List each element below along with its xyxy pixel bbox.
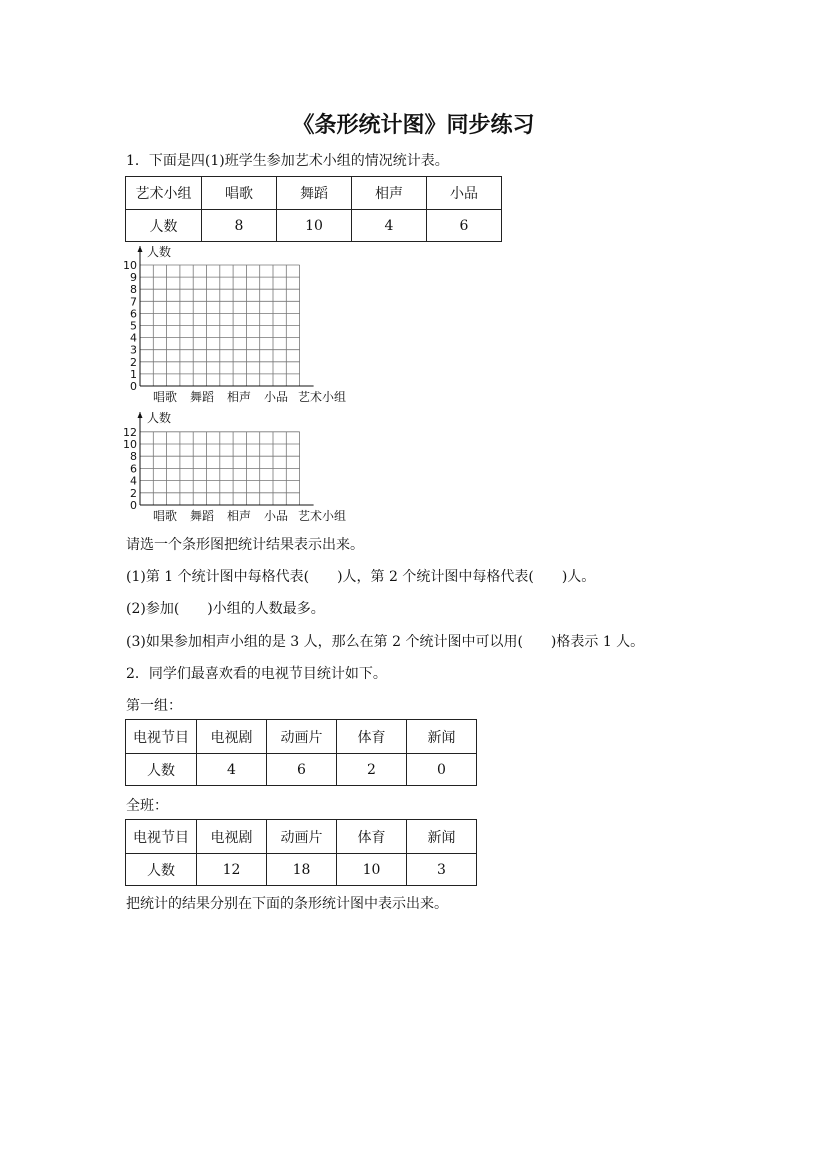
x-axis-label: 艺术小组 <box>298 509 347 523</box>
y-tick-label: 12 <box>123 425 137 439</box>
x-axis-label: 艺术小组 <box>298 390 347 404</box>
y-tick-label: 3 <box>130 343 137 357</box>
table-cell: 电视剧 <box>197 820 267 854</box>
q2-intro: 2．同学们最喜欢看的电视节目统计如下。 <box>126 666 387 682</box>
x-category-label: 相声 <box>226 390 252 404</box>
group-label: 第一组： <box>126 698 182 714</box>
y-tick-label: 0 <box>130 499 137 512</box>
y-tick-label: 9 <box>130 271 137 285</box>
x-category-label: 小品 <box>263 390 289 404</box>
table-cell: 新闻 <box>407 820 477 854</box>
table-cell: 动画片 <box>267 720 337 754</box>
table-cell: 4 <box>352 210 427 242</box>
table-cell: 动画片 <box>267 820 337 854</box>
table-cell: 10 <box>337 854 407 886</box>
table-header-row <box>126 820 477 854</box>
y-tick-label: 5 <box>130 319 137 333</box>
y-tick-label: 1 <box>130 367 137 381</box>
page-title: 《条形统计图》同步练习 <box>292 112 535 138</box>
table-cell: 体育 <box>337 720 407 754</box>
table-cell: 8 <box>202 210 277 242</box>
x-category-label: 小品 <box>263 509 289 523</box>
table-cell: 电视节目 <box>126 820 197 854</box>
x-category-label: 舞蹈 <box>189 390 215 404</box>
table-cell: 10 <box>277 210 352 242</box>
chart-2-grid <box>110 408 370 526</box>
table-row <box>126 210 502 242</box>
table-cell: 3 <box>407 854 477 886</box>
x-category-label: 唱歌 <box>152 509 178 523</box>
q2-outro: 把统计的结果分别在下面的条形统计图中表示出来。 <box>126 896 448 912</box>
y-axis-arrow <box>138 246 143 252</box>
art-group-table <box>125 176 502 242</box>
question-1-3: (3)如果参加相声小组的是 3 人，那么在第 2 个统计图中可以用( )格表示 1 人。 <box>126 634 645 650</box>
y-axis-label: 人数 <box>147 245 172 259</box>
y-tick-label: 6 <box>130 307 137 321</box>
table-cell: 电视剧 <box>197 720 267 754</box>
choose-instruction: 请选一个条形图把统计结果表示出来。 <box>126 537 364 553</box>
table-cell: 唱歌 <box>202 177 277 210</box>
table-cell: 4 <box>197 754 267 786</box>
y-axis-label: 人数 <box>147 411 172 425</box>
tv-table-group <box>125 719 477 786</box>
x-category-label: 舞蹈 <box>189 509 215 523</box>
table-header-row <box>126 177 502 210</box>
table-cell: 2 <box>337 754 407 786</box>
x-category-label: 唱歌 <box>152 390 178 404</box>
table-cell: 人数 <box>126 210 202 242</box>
question-1-1: (1)第 1 个统计图中每格代表( )人，第 2 个统计图中每格代表( )人。 <box>126 569 596 585</box>
table-cell: 舞蹈 <box>277 177 352 210</box>
y-tick-label: 10 <box>123 259 137 272</box>
table-cell: 12 <box>197 854 267 886</box>
y-axis-arrow <box>138 412 143 418</box>
table-cell: 人数 <box>126 854 197 886</box>
y-tick-label: 8 <box>130 283 137 297</box>
table-cell: 18 <box>267 854 337 886</box>
class-label: 全班： <box>126 798 168 814</box>
y-tick-label: 2 <box>130 355 137 369</box>
table-cell: 电视节目 <box>126 720 197 754</box>
q1-intro: 1．下面是四(1)班学生参加艺术小组的情况统计表。 <box>126 153 449 169</box>
table-cell: 6 <box>427 210 502 242</box>
tv-table-class <box>125 819 477 886</box>
table-row <box>126 754 477 786</box>
table-cell: 6 <box>267 754 337 786</box>
table-cell: 人数 <box>126 754 197 786</box>
question-1-2: (2)参加( )小组的人数最多。 <box>126 601 325 617</box>
y-tick-label: 0 <box>130 380 137 393</box>
table-cell: 小品 <box>427 177 502 210</box>
table-cell: 体育 <box>337 820 407 854</box>
y-tick-label: 7 <box>130 295 137 309</box>
chart-1-grid <box>110 242 370 408</box>
y-tick-label: 4 <box>130 474 137 488</box>
table-row <box>126 854 477 886</box>
y-tick-label: 2 <box>130 486 137 500</box>
x-category-label: 相声 <box>226 509 252 523</box>
y-tick-label: 6 <box>130 462 137 476</box>
y-tick-label: 4 <box>130 331 137 345</box>
y-tick-label: 8 <box>130 450 137 464</box>
table-cell: 新闻 <box>407 720 477 754</box>
table-cell: 0 <box>407 754 477 786</box>
y-tick-label: 10 <box>123 438 137 451</box>
table-header-row <box>126 720 477 754</box>
table-cell: 相声 <box>352 177 427 210</box>
table-cell: 艺术小组 <box>126 177 202 210</box>
